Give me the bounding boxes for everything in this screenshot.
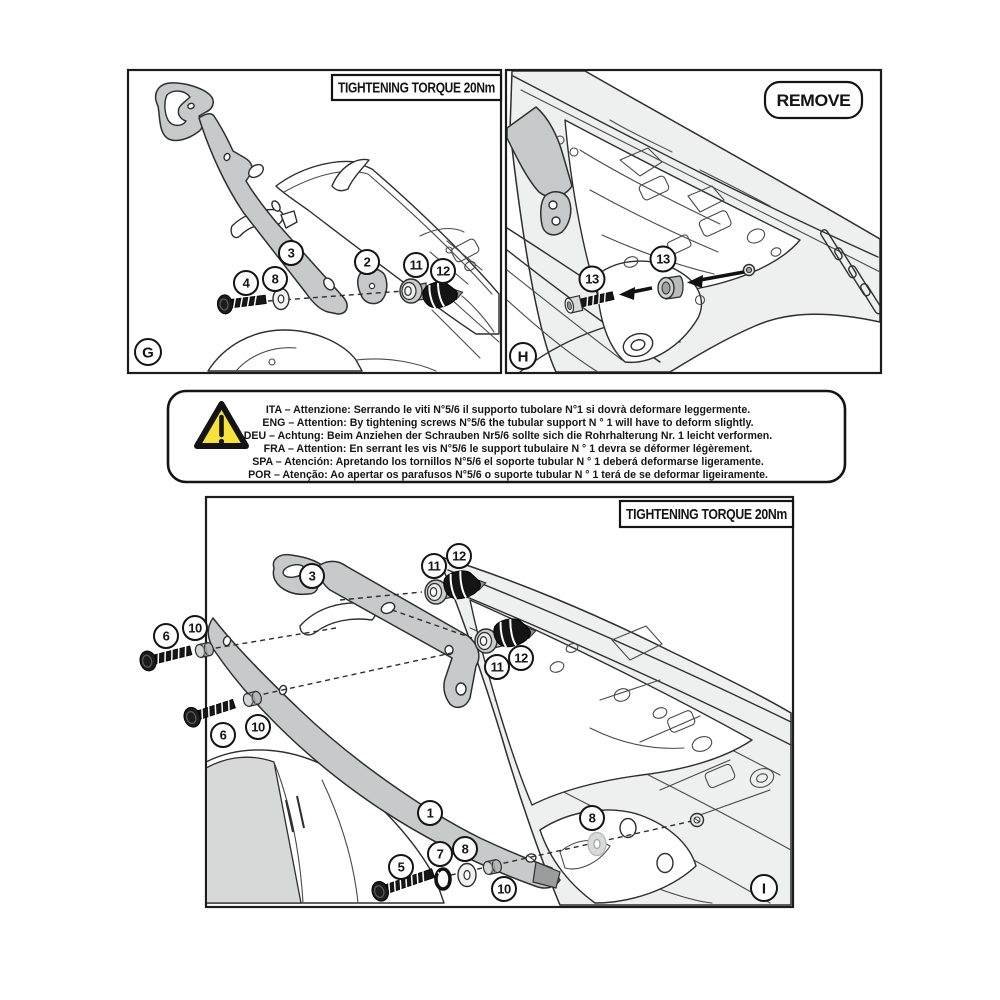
svg-text:8: 8 <box>588 810 596 826</box>
svg-text:G: G <box>142 344 154 362</box>
svg-text:DEU – Achtung: Beim Anziehen d: DEU – Achtung: Beim Anziehen der Schrauben Nr5/6 sollte sich die Rohrhalterung Nr. 1 leicht verformen. <box>243 430 773 442</box>
callout-6-bottom <box>211 723 235 747</box>
callout-8-right <box>580 806 604 830</box>
frame-bolt <box>691 814 704 827</box>
callout-10-top <box>183 616 207 640</box>
callout-5 <box>389 855 413 879</box>
frame-bolt-hole <box>744 265 755 276</box>
callout-3-i <box>300 564 324 588</box>
panel-letter-i <box>751 875 777 901</box>
svg-text:POR – Atenção: Ao apertar os p: POR – Atenção: Ao apertar os parafusos N°5/6 o suporte tubular N ° 1 terá de se deformar ligeiramente. <box>248 469 768 481</box>
washer-8-left <box>458 864 476 887</box>
svg-text:12: 12 <box>514 650 528 666</box>
svg-text:11: 11 <box>409 257 423 273</box>
callout-12-bottom <box>509 646 533 670</box>
svg-text:1: 1 <box>426 805 434 821</box>
svg-text:FRA – Attention: En serrant le: FRA – Attention: En serrant les vis N°5/6 le support tubulaire N ° 1 devra se déformer légèrement. <box>263 443 753 455</box>
washer-8-right <box>588 833 606 856</box>
callout-2 <box>355 250 379 274</box>
svg-text:5: 5 <box>397 859 405 875</box>
remove-label <box>765 82 862 118</box>
svg-text:10: 10 <box>188 620 202 636</box>
callout-10-mid <box>246 715 270 739</box>
panel-g <box>128 70 501 373</box>
svg-text:3: 3 <box>287 245 295 261</box>
callout-8 <box>263 267 287 291</box>
callout-13-screw <box>580 267 605 292</box>
svg-text:6: 6 <box>162 628 170 644</box>
torque-label-i-text: TIGHTENING TORQUE 20Nm <box>626 506 788 523</box>
remove-label-text: REMOVE <box>776 91 851 110</box>
torque-label-g-text: TIGHTENING TORQUE 20Nm <box>338 79 496 97</box>
panel-letter-g <box>135 339 161 365</box>
warning-text <box>244 404 772 481</box>
cap-13 <box>658 276 683 299</box>
callout-10-bottom <box>492 877 516 901</box>
callout-12 <box>431 259 455 283</box>
callout-1 <box>418 801 442 825</box>
svg-text:12: 12 <box>436 263 450 279</box>
svg-text:11: 11 <box>490 659 504 675</box>
callout-4 <box>234 271 258 295</box>
svg-text:I: I <box>761 880 767 898</box>
callout-11 <box>404 253 428 277</box>
warning-box <box>168 391 845 482</box>
svg-text:ITA – Attenzione: Serrando le: ITA – Attenzione: Serrando le viti N°5/6 il supporto tubolare N°1 si dovrà deformare leggermente. <box>265 404 751 416</box>
panel-h <box>506 70 883 373</box>
svg-text:4: 4 <box>242 275 250 291</box>
torque-label-i <box>620 501 793 527</box>
svg-text:13: 13 <box>656 251 670 267</box>
svg-text:3: 3 <box>308 568 316 584</box>
callout-8-left <box>453 837 477 861</box>
svg-text:H: H <box>517 348 529 366</box>
callout-11-top <box>422 554 446 578</box>
lock-washer-7 <box>436 869 450 889</box>
svg-text:ENG – Attention: By tightening: ENG – Attention: By tightening screws N°5/6 the tubular support N ° 1 will have to deform slightly. <box>262 417 754 429</box>
svg-text:2: 2 <box>363 254 371 270</box>
svg-text:10: 10 <box>251 719 265 735</box>
svg-text:8: 8 <box>271 271 279 287</box>
panel-i <box>138 497 793 907</box>
svg-text:11: 11 <box>427 558 441 574</box>
torque-label-g <box>332 75 501 100</box>
callout-11-bottom <box>485 655 509 679</box>
svg-text:SPA – Atención: Apretando los: SPA – Atención: Apretando los tornillos N°5/6 el soporte tubular N ° 1 deberá deformarse ligeramente. <box>252 456 764 468</box>
svg-text:12: 12 <box>452 548 466 564</box>
svg-text:6: 6 <box>219 727 227 743</box>
callout-3 <box>279 241 303 265</box>
panel-letter-h <box>510 343 536 369</box>
svg-text:8: 8 <box>461 841 469 857</box>
svg-text:13: 13 <box>585 271 599 287</box>
callout-6-top <box>154 624 178 648</box>
callout-7 <box>428 842 452 866</box>
callout-12-top <box>447 544 471 568</box>
svg-text:10: 10 <box>497 881 511 897</box>
svg-text:7: 7 <box>436 846 444 862</box>
callout-13-cap <box>651 247 676 272</box>
